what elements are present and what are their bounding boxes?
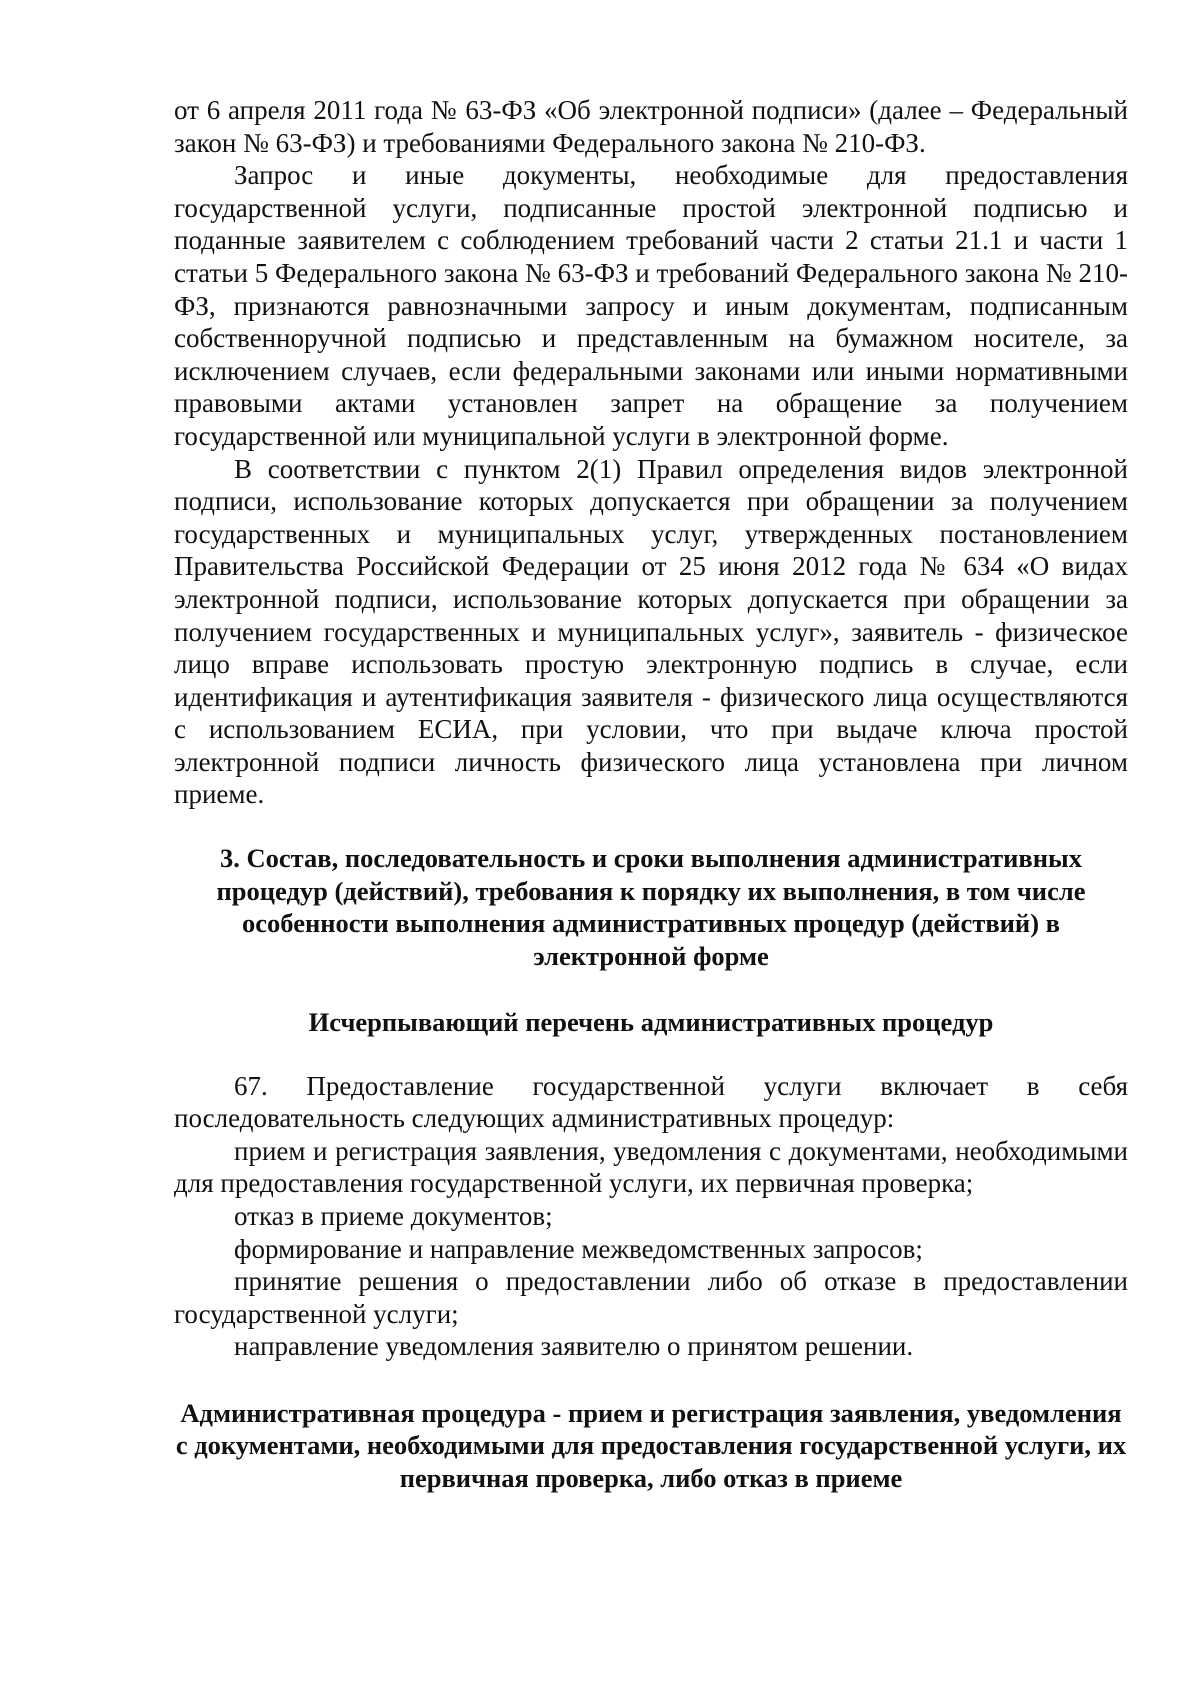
paragraph-request-documents: Запрос и иные документы, необходимые для предоставления государственной услуги, подписанные простой электронной подписью и поданные заявителем с соблюдением требований части 2 статьи 21.1 и части 1 статьи 5 Федерального закона № 63-ФЗ и требований Федерального закона № 210-ФЗ, признаются равнозначными запросу и иным документам, подписанным собственноручной подписью и представленным на бумажном носителе, за исключением случаев, если федеральными законами или иными нормативными правовыми актами установлен запрет на обращение за получением государственной или муниципальной услуги в электронной форме. bbox=[174, 160, 1128, 451]
section-heading: 3. Состав, последовательность и сроки выполнения административных процедур (действий), требования к порядку их выполнения, в том числе особенности выполнения административных процедур (действий) в электронной форме bbox=[216, 843, 1086, 971]
procedure-item: направление уведомления заявителю о принятом решении. bbox=[234, 1331, 914, 1362]
paragraph-simple-signature: В соответствии с пунктом 2(1) Правил определения видов электронной подписи, использование которых допускается при обращении за получением государственных и муниципальных услуг, утвержденных постановлением Правительства Российской Федерации от 25 июня 2012 года № 634 «О видах электронной подписи, использование которых допускается при обращении за получением государственных и муниципальных услуг», заявитель - физическое лицо вправе использовать простую электронную подпись в случае, если идентификация и аутентификация заявителя - физического лица осуществляются с использованием ЕСИА, при условии, что при выдаче ключа простой электронной подписи личность физического лица установлена при личном приеме. bbox=[174, 453, 1128, 810]
procedure-item: принятие решения о предоставлении либо об отказе в предоставлении государственной услуги; bbox=[174, 1266, 1128, 1329]
procedure-heading: Административная процедура - прием и регистрация заявления, уведомления с документами, необходимыми для предоставления государственной услуги, их первичная проверка, либо отказ в приеме bbox=[175, 1397, 1127, 1493]
procedure-item: отказ в приеме документов; bbox=[234, 1200, 553, 1231]
page-content bbox=[174, 94, 1128, 1494]
subheading-procedures-list: Исчерпывающий перечень административных процедур bbox=[308, 1007, 994, 1038]
item-67: 67. Предоставление государственной услуги включает в себя последовательность следующих административных процедур: bbox=[174, 1070, 1128, 1134]
procedure-item: формирование и направление межведомственных запросов; bbox=[234, 1233, 923, 1264]
procedure-item: прием и регистрация заявления, уведомления с документами, необходимыми для предоставления государственной услуги, их первичная проверка; bbox=[174, 1135, 1128, 1199]
paragraph-continuation: от 6 апреля 2011 года № 63-ФЗ «Об электронной подписи» (далее – Федеральный закон № 63-ФЗ) и требованиями Федерального закона № 210-ФЗ. bbox=[174, 95, 1128, 158]
